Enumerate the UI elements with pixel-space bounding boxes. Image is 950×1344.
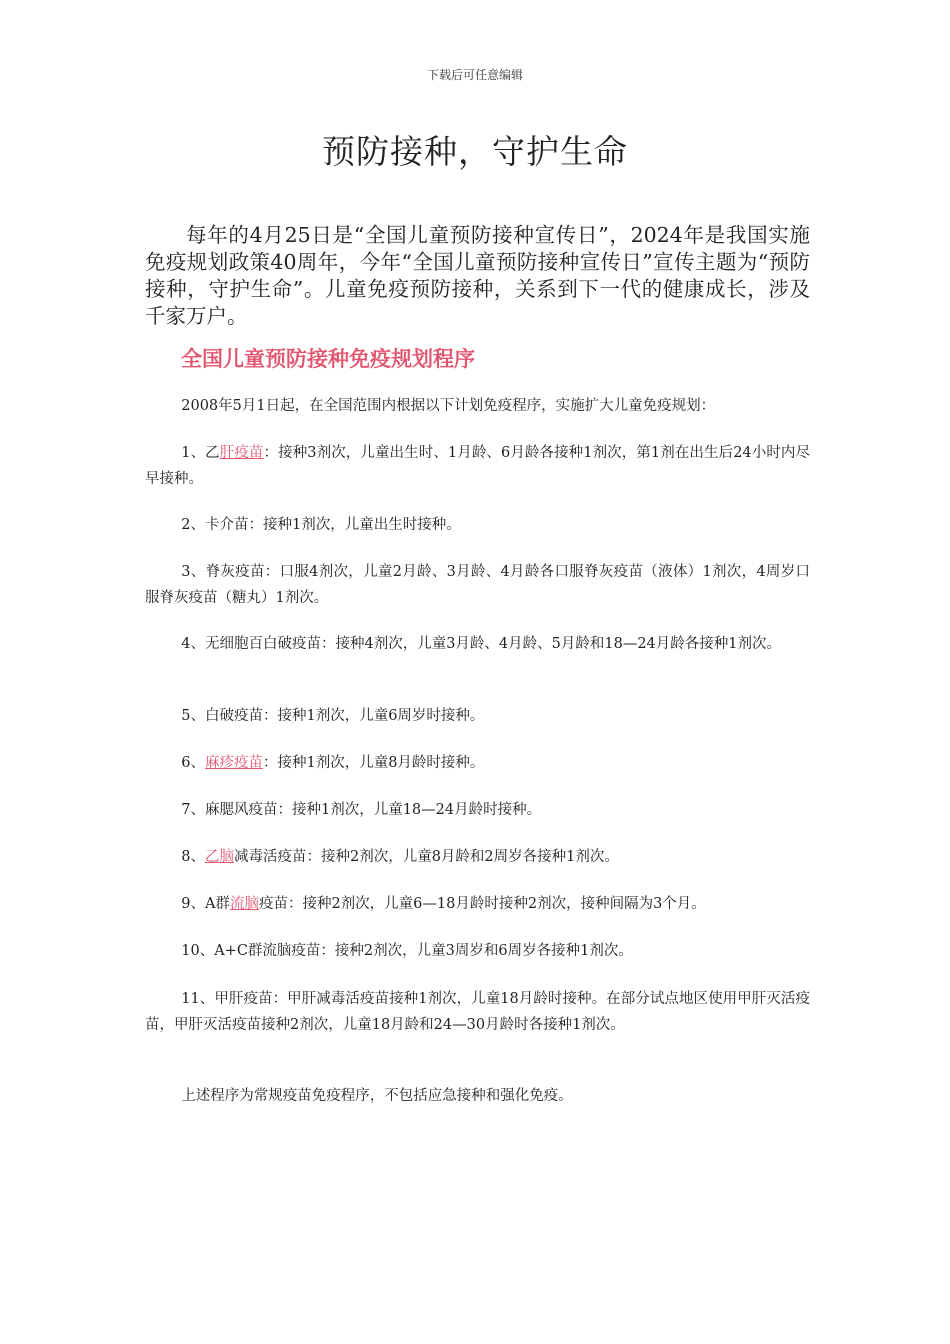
list-item-11: 11、甲肝疫苗：甲肝减毒活疫苗接种1剂次，儿童18月龄时接种。在部分试点地区使用甲肝灭活疫苗，甲肝灭活疫苗接种2剂次，儿童18月龄和24—30月龄时各接种1剂次。 [145,991,810,1033]
list-item-2: 2、卡介苗：接种1剂次，儿童出生时接种。 [181,517,461,533]
hepatitis-vaccine-link[interactable]: 肝疫苗 [219,445,264,461]
list-item-9: 9、A群流脑疫苗：接种2剂次，儿童6—18月龄时接种2剂次，接种间隔为3个月。 [181,896,706,912]
list-item-7: 7、麻腮风疫苗：接种1剂次，儿童18—24月龄时接种。 [181,802,542,818]
list-item-6: 6、麻疹疫苗：接种1剂次，儿童8月龄时接种。 [181,755,485,771]
list-item-1: 1、乙肝疫苗：接种3剂次，儿童出生时、1月龄、6月龄各接种1剂次，第1剂在出生后24小时内尽早接种。 [145,445,811,487]
section-heading: 全国儿童预防接种免疫规划程序 [181,347,475,371]
page-title: 预防接种，守护生命 [322,132,628,171]
lead-paragraph: 2008年5月1日起，在全国范围内根据以下计划免疫程序，实施扩大儿童免疫规划： [181,398,716,414]
list-item-3: 3、脊灰疫苗：口服4剂次，儿童2月龄、3月龄、4月龄各口服脊灰疫苗（液体）1剂次，4周岁口服脊灰疫苗（糖丸）1剂次。 [145,564,810,606]
japanese-encephalitis-link[interactable]: 乙脑 [204,849,234,865]
meningitis-link[interactable]: 流脑 [229,896,259,912]
intro-paragraph: 每年的4月25日是“全国儿童预防接种宣传日”，2024年是我国实施免疫规划政策40周年，今年“全国儿童预防接种宣传日”宣传主题为“预防接种，守护生命”。儿童免疫预防接种，关系到下一代的健康成长，涉及千家万户。 [145,223,810,328]
list-item-4: 4、无细胞百白破疫苗：接种4剂次，儿童3月龄、4月龄、5月龄和18—24月龄各接种1剂次。 [181,636,782,652]
header-note: 下载后可任意编辑 [426,68,523,82]
closing-paragraph: 上述程序为常规疫苗免疫程序，不包括应急接种和强化免疫。 [181,1088,573,1104]
list-item-8: 8、乙脑减毒活疫苗：接种2剂次，儿童8月龄和2周岁各接种1剂次。 [181,849,619,865]
list-item-5: 5、白破疫苗：接种1剂次，儿童6周岁时接种。 [181,708,485,724]
measles-vaccine-link[interactable]: 麻疹疫苗 [204,755,263,771]
list-item-10: 10、A+C群流脑疫苗：接种2剂次，儿童3周岁和6周岁各接种1剂次。 [181,943,633,959]
